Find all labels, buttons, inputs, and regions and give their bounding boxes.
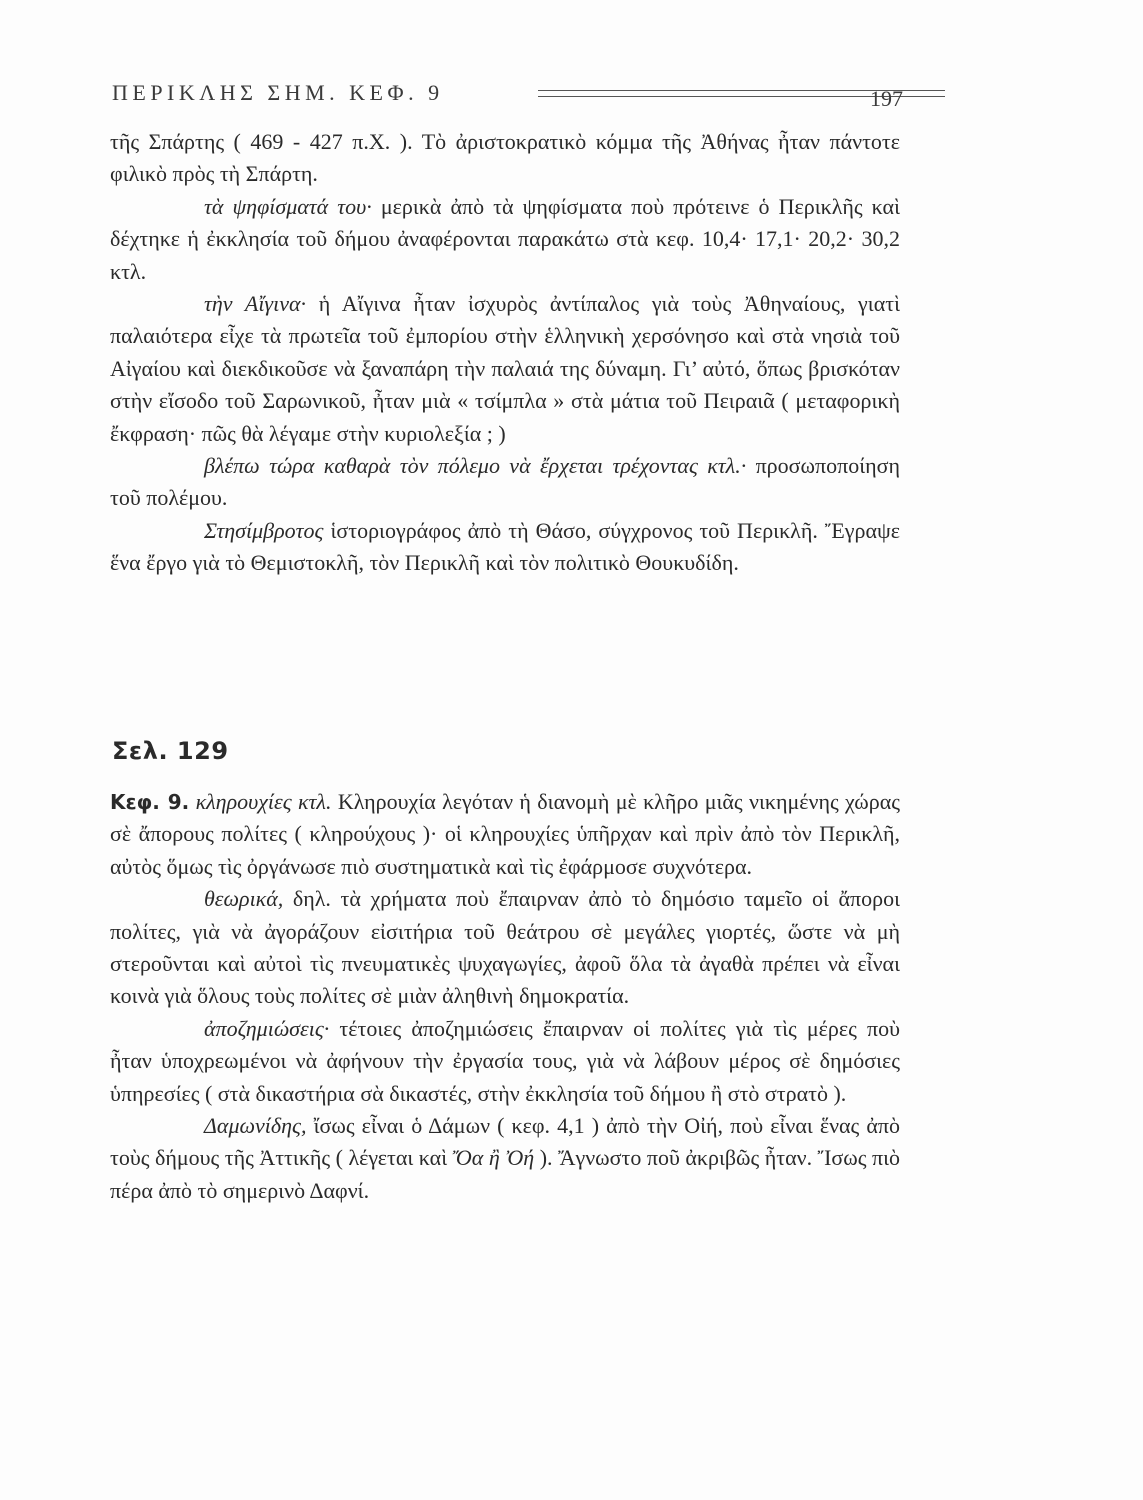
note-lemma: τὴν Αἴγινα·: [204, 291, 307, 317]
note-lemma: κληρουχίες κτλ.: [189, 789, 332, 814]
note-lemma: Στησίμβροτος: [204, 517, 324, 543]
note-text: τῆς Σπάρτης ( 469 - 427 π.Χ. ). Τὸ ἀριστοκρατικὸ κόμμα τῆς Ἀθήνας ἦταν πάντοτε φιλικὸ πρὸς τὴ Σπάρτη.: [110, 129, 900, 187]
note-lemma: θεωρικά,: [204, 886, 284, 912]
note-text: Κληρουχία λεγόταν ἡ διανομὴ μὲ κλῆρο μιᾶς νικημένης χώρας σὲ ἄπορους πολίτες ( κληρούχους )· οἱ κληρουχίες ὑπῆρχαν καὶ πρὶν ἀπὸ τὸν Περικλῆ, αὐτὸς ὅμως τὶς ὀργάνωσε πιὸ συστηματικὰ καὶ τὶς ἐφάρμοσε συχνότερα.: [110, 789, 900, 879]
note-paragraph: [110, 126, 900, 191]
note-text: μερικὰ ἀπὸ τὰ ψηφίσματα ποὺ πρότεινε ὁ Περικλῆς καὶ δέχτηκε ἡ ἐκκλησία τοῦ δήμου ἀναφέρονται παρακάτω στὰ κεφ. 10,4· 17,1· 20,2· 30,2 κτλ.: [110, 193, 900, 284]
note-paragraph: [110, 191, 900, 288]
note-paragraph: [110, 515, 900, 580]
note-lemma: τὰ ψηφίσματά του·: [204, 193, 372, 219]
running-title: ΠΕΡΙΚΛΗΣ ΣΗΜ. ΚΕΦ. 9: [112, 80, 444, 105]
note-paragraph: [110, 786, 900, 883]
note-paragraph: [110, 1013, 900, 1110]
page-number: 197: [870, 86, 903, 111]
note-lemma: βλέπω τώρα καθαρὰ τὸν πόλεμο νὰ ἔρχεται τρέχοντας κτλ.·: [204, 453, 747, 479]
running-head: [112, 80, 907, 110]
note-text: ἱστοριογράφος ἀπὸ τὴ Θάσο, σύγχρονος τοῦ Περικλῆ. Ἔγραψε ἕνα ἔργο γιὰ τὸ Θεμιστοκλῆ, τὸν Περικλῆ καὶ τὸν πολιτικὸ Θουκυδίδη.: [110, 517, 900, 576]
note-lemma: ἀποζημιώσεις·: [204, 1015, 330, 1041]
note-text: προσωποποίηση τοῦ πολέμου.: [110, 453, 900, 511]
note-text: ). Ἄγνωστο ποῦ ἀκριβῶς ἦταν. Ἴσως πιὸ πέρα ἀπὸ τὸ σημερινὸ Δαφνί.: [110, 1145, 900, 1203]
note-text: ἡ Αἴγινα ἦταν ἰσχυρὸς ἀντίπαλος γιὰ τοὺς Ἀθηναίους, γιατὶ παλαιότερα εἶχε τὰ πρωτεῖα τοῦ ἐμπορίου στὴν ἑλληνικὴ χερσόνησο καὶ στὰ νησιὰ τοῦ Αἰγαίου καὶ διεκδικοῦσε νὰ ξαναπάρη τὴν παλαιά της δύναμη. Γι’ αὐτό, ὅπως βρισκόταν στὴν εἴσοδο τοῦ Σαρωνικοῦ, ἦταν μιὰ « τσίμπλα » στὰ μάτια τοῦ Πειραιᾶ ( μεταφορικὴ ἔκφραση· πῶς θὰ λέγαμε στὴν κυριολεξία ; ): [110, 291, 900, 446]
note-text: τέτοιες ἀποζημιώσεις ἔπαιρναν οἱ πολίτες γιὰ τὶς μέρες ποὺ ἦταν ὑποχρεωμένοι νὰ ἀφήνουν τὴν ἐργασία τους, γιὰ νὰ λάβουν μέρος σὲ δημόσιες ὑπηρεσίες ( στὰ δικαστήρια σὰ δικαστές, στὴν ἐκκλησία τοῦ δήμου ἢ στὸ στρατὸ ).: [110, 1015, 900, 1106]
note-lemma-variant: Ὄα ἢ Ὀή: [452, 1145, 535, 1171]
note-text: δηλ. τὰ χρήματα ποὺ ἔπαιρναν ἀπὸ τὸ δημόσιο ταμεῖο οἱ ἄποροι πολίτες, γιὰ νὰ ἀγοράζουν εἰσιτήρια τοῦ θεάτρου σὲ μεγάλες γιορτές, ὥστε νὰ μὴ στεροῦνται καὶ αὐτοὶ τὶς πνευματικὲς ψυχαγωγίες, ἀφοῦ ὅλα τὰ ἀγαθὰ πρέπει νὰ εἶναι κοινὰ γιὰ ὅλους τοὺς πολίτες σὲ μιὰν ἀληθινὴ δημοκρατία.: [110, 886, 900, 1009]
notes-top: [110, 126, 900, 580]
note-text: ἴσως εἶναι ὁ Δάμων ( κεφ. 4,1 ) ἀπὸ τὴν Οἰή, ποὺ εἶναι ἕνας ἀπὸ τοὺς δήμους τῆς Ἀττικῆς ( λέγεται καὶ: [110, 1113, 900, 1171]
chapter-reference: Κεφ. 9.: [110, 790, 190, 814]
note-paragraph: [110, 883, 900, 1013]
note-paragraph: [110, 450, 900, 515]
note-paragraph: [110, 1110, 900, 1207]
note-paragraph: [110, 288, 900, 450]
notes-bottom: [110, 786, 900, 1207]
note-lemma: Δαμωνίδης,: [204, 1113, 307, 1139]
section-heading: Σελ. 129: [112, 737, 229, 765]
